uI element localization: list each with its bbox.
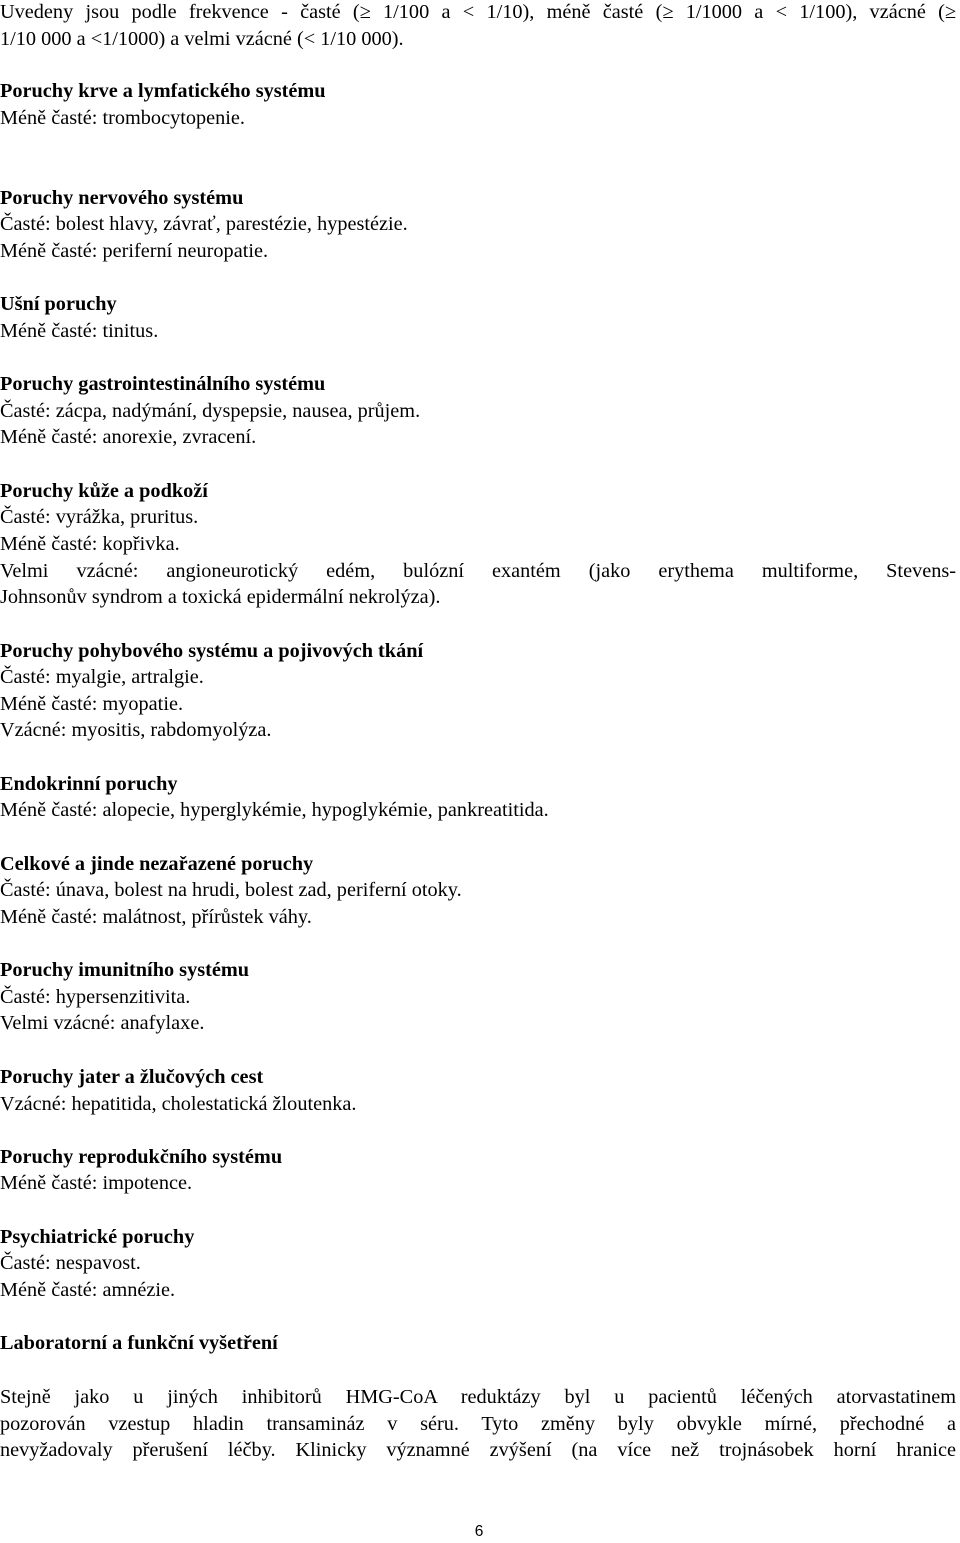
- section-line: Méně časté: periferní neuropatie.: [0, 240, 269, 262]
- section-heading: Poruchy jater a žlučových cest: [0, 1066, 264, 1088]
- section-line: Časté: hypersenzitivita.: [0, 986, 191, 1008]
- section-heading: Endokrinní poruchy: [0, 773, 178, 795]
- section-heading: Poruchy nervového systému: [0, 187, 244, 209]
- section-line: Časté: bolest hlavy, závrať, parestézie, hypestézie.: [0, 213, 408, 235]
- section-line: Méně časté: anorexie, zvracení.: [0, 426, 257, 448]
- section-heading: Poruchy pohybového systému a pojivových tkání: [0, 640, 424, 662]
- section-line: Johnsonův syndrom a toxická epidermální nekrolýza).: [0, 586, 441, 608]
- section-line: Časté: zácpa, nadýmání, dyspepsie, nausea, průjem.: [0, 400, 421, 422]
- section-line: Méně časté: myopatie.: [0, 693, 184, 715]
- section-line: Velmi vzácné: angioneurotický edém, bulózní exantém (jako erythema multiforme, Stevens-: [0, 560, 956, 582]
- section-line: Méně časté: amnézie.: [0, 1279, 176, 1301]
- section-line: Méně časté: kopřivka.: [0, 533, 180, 555]
- page-number: 6: [474, 1523, 484, 1540]
- section-line: Časté: únava, bolest na hrudi, bolest zad, periferní otoky.: [0, 879, 462, 901]
- section-heading: Celkové a jinde nezařazené poruchy: [0, 853, 314, 875]
- lab-paragraph-line: pozorován vzestup hladin transamináz v séru. Tyto změny byly obvykle mírné, přechodné a: [0, 1413, 956, 1435]
- section-line: Velmi vzácné: anafylaxe.: [0, 1012, 205, 1034]
- lab-paragraph-line: nevyžadovaly přerušení léčby. Klinicky významné zvýšení (na více než trojnásobek horní hranice: [0, 1439, 956, 1461]
- section-line: Méně časté: alopecie, hyperglykémie, hypoglykémie, pankreatitida.: [0, 799, 549, 821]
- section-heading: Poruchy reprodukčního systému: [0, 1146, 283, 1168]
- section-line: Vzácné: myositis, rabdomyolýza.: [0, 719, 272, 741]
- section-heading: Poruchy kůže a podkoží: [0, 480, 208, 502]
- section-line: Časté: myalgie, artralgie.: [0, 666, 204, 688]
- section-line: Méně časté: impotence.: [0, 1172, 193, 1194]
- intro-line-1: Uvedeny jsou podle frekvence - časté (≥ 1/100 a < 1/10), méně časté (≥ 1/1000 a < 1/100), vzácné (≥: [0, 1, 956, 23]
- section-line: Časté: nespavost.: [0, 1252, 141, 1274]
- section-heading: Poruchy krve a lymfatického systému: [0, 80, 326, 102]
- section-heading: Ušní poruchy: [0, 293, 117, 315]
- section-line: Časté: vyrážka, pruritus.: [0, 506, 199, 528]
- section-heading: Psychiatrické poruchy: [0, 1226, 195, 1248]
- section-line: Méně časté: trombocytopenie.: [0, 107, 245, 129]
- section-line: Méně časté: tinitus.: [0, 320, 159, 342]
- intro-line-2: 1/10 000 a <1/1000) a velmi vzácné (< 1/10 000).: [0, 28, 404, 50]
- section-heading: Poruchy imunitního systému: [0, 959, 250, 981]
- section-line: Méně časté: malátnost, přírůstek váhy.: [0, 906, 312, 928]
- lab-paragraph-line: Stejně jako u jiných inhibitorů HMG-CoA reduktázy byl u pacientů léčených atorvastatinem: [0, 1386, 956, 1408]
- section-heading: Poruchy gastrointestinálního systému: [0, 373, 326, 395]
- section-heading: Laboratorní a funkční vyšetření: [0, 1332, 278, 1354]
- section-line: Vzácné: hepatitida, cholestatická žloutenka.: [0, 1093, 357, 1115]
